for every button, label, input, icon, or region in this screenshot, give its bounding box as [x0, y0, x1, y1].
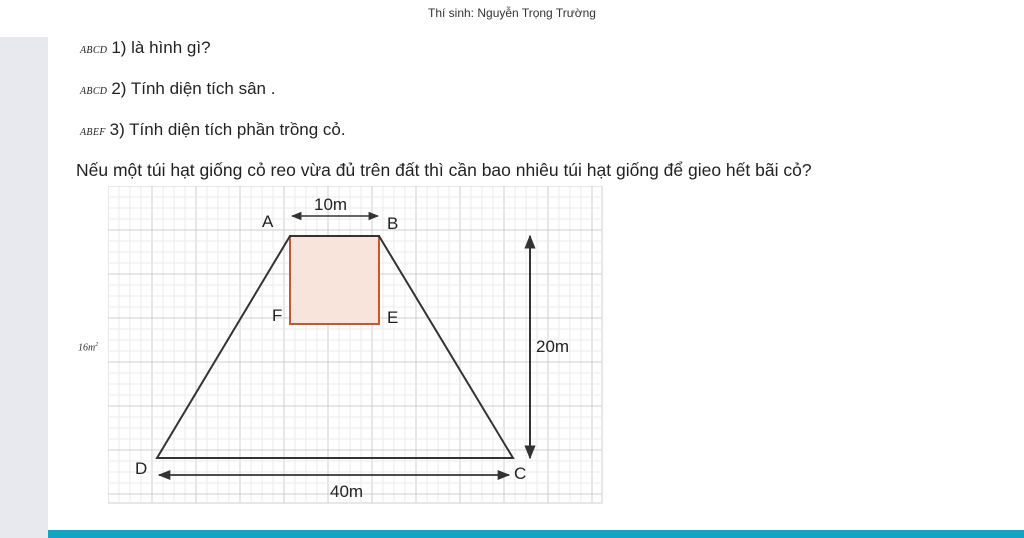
- question-1-shape-tag: ABCD: [80, 45, 108, 56]
- question-3: [80, 120, 346, 140]
- label-f: F: [272, 306, 283, 325]
- question-3-text: 3) Tính diện tích phần trồng cỏ.: [109, 120, 346, 139]
- seed-bag-question: Nếu một túi hạt giống cỏ reo vừa đủ trên đất thì cần bao nhiêu túi hạt giống để gieo hết bãi cỏ?: [76, 160, 812, 180]
- height-label: 20m: [536, 337, 570, 356]
- candidate-name: Thí sinh: Nguyễn Trọng Trường: [428, 6, 596, 20]
- label-c: C: [514, 464, 527, 483]
- left-gutter: [0, 37, 48, 538]
- question-1: [80, 38, 211, 58]
- trapezoid-figure: [108, 186, 604, 506]
- area-note: [78, 342, 98, 353]
- bottom-accent-bar: [48, 530, 1024, 538]
- label-a: A: [262, 212, 274, 231]
- question-3-shape-tag: ABEF: [80, 127, 106, 138]
- question-2-shape-tag: ABCD: [80, 86, 108, 97]
- area-note-exponent: 2: [95, 342, 99, 348]
- grass-area-abef: [290, 236, 379, 324]
- label-d: D: [135, 459, 148, 478]
- bottom-length-label: 40m: [330, 482, 364, 501]
- question-2: [80, 79, 275, 99]
- top-length-label: 10m: [314, 195, 348, 214]
- grid-background: [108, 186, 602, 503]
- question-1-text: 1) là hình gì?: [111, 38, 211, 57]
- label-b: B: [387, 214, 399, 233]
- area-note-value: 16m: [78, 342, 96, 354]
- question-2-text: 2) Tính diện tích sân .: [111, 79, 276, 98]
- label-e: E: [387, 308, 399, 327]
